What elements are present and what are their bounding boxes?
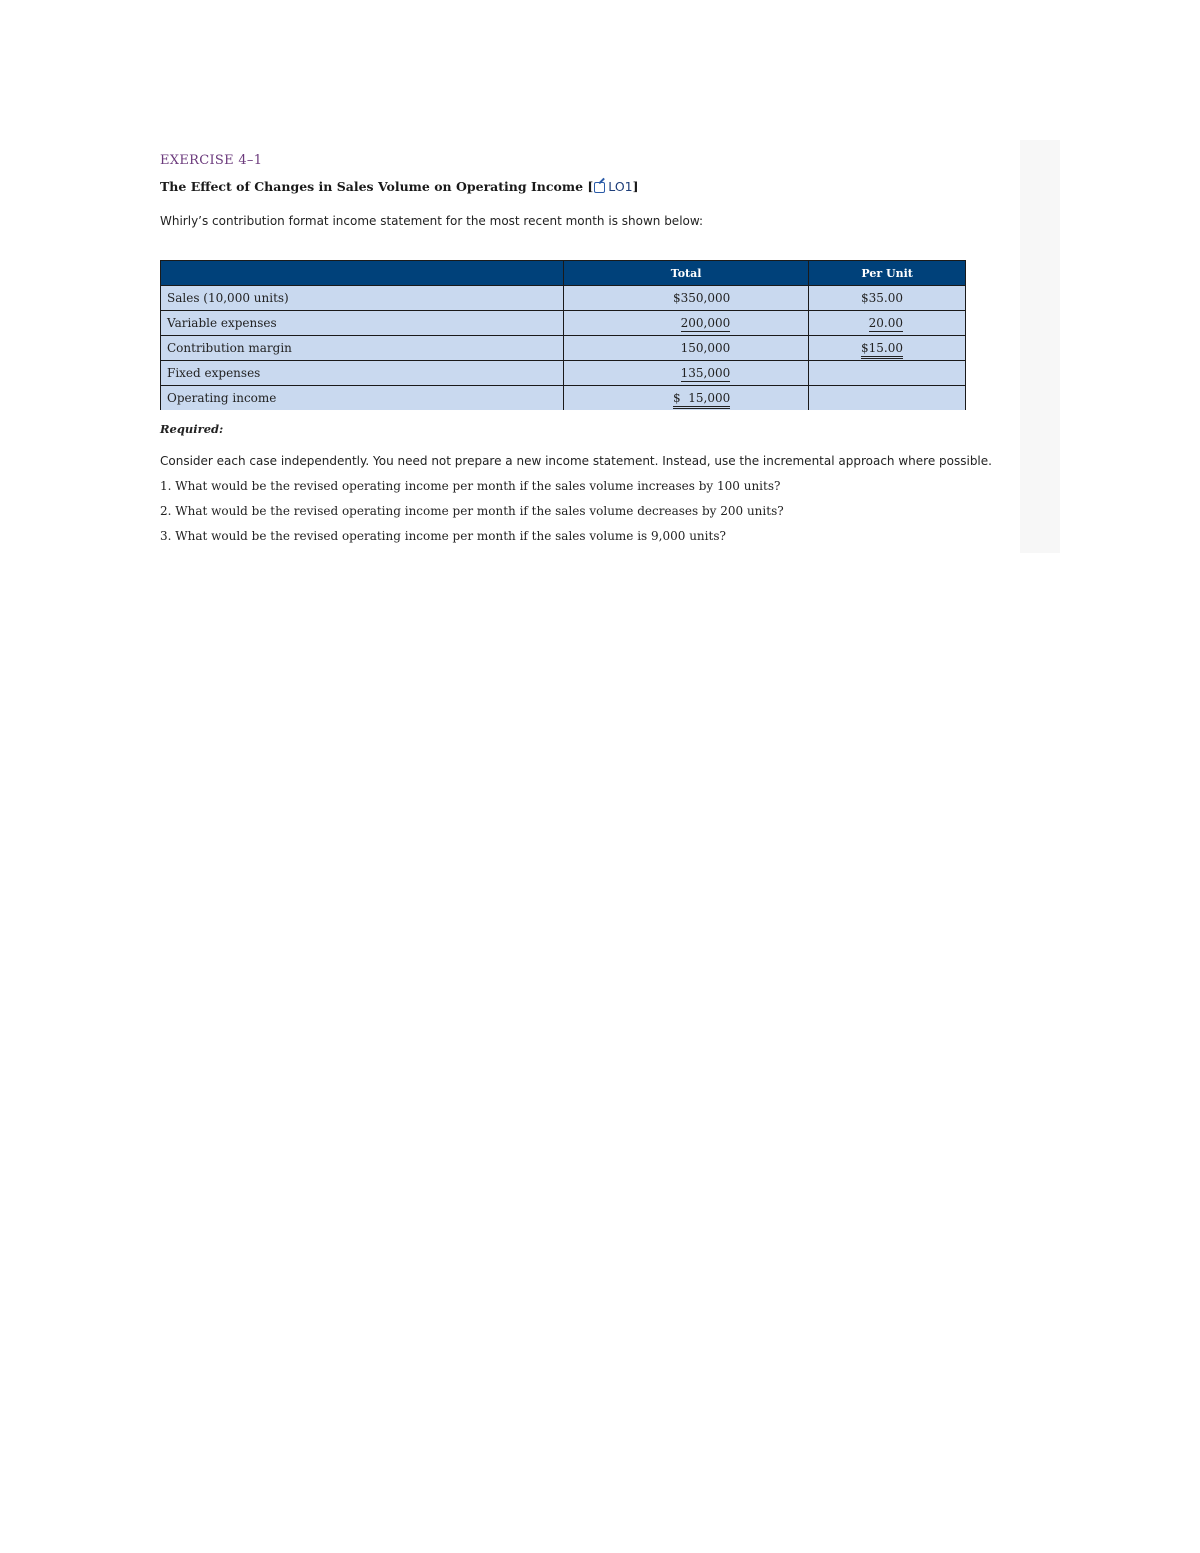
table-row: [161, 361, 966, 386]
row-total: $350,000: [563, 286, 808, 311]
instructions-text: Consider each case independently. You need not prepare a new income statement. Instead, use the incremental approach where possible.: [160, 454, 992, 468]
row-total: $ 15,000: [563, 386, 808, 411]
learning-objective-link[interactable]: [593, 178, 632, 196]
row-per-unit: $15.00: [809, 336, 966, 361]
row-per-unit: [809, 361, 966, 386]
header-label: [161, 261, 564, 286]
table-row: [161, 311, 966, 336]
table-header-row: [161, 261, 966, 286]
exercise-title-close: ]: [632, 179, 639, 194]
exercise-label: EXERCISE 4–1: [160, 153, 263, 168]
row-per-unit: [809, 386, 966, 411]
row-label: Operating income: [161, 386, 564, 411]
row-total: 150,000: [563, 336, 808, 361]
exercise-content: [160, 152, 992, 552]
exercise-title-text: The Effect of Changes in Sales Volume on Operating Income [: [160, 179, 594, 194]
income-statement-table: [160, 260, 966, 410]
table-row: [161, 336, 966, 361]
row-label: Variable expenses: [161, 311, 564, 336]
exercise-title: [160, 178, 980, 196]
table-row: [161, 286, 966, 311]
external-link-icon: [594, 182, 605, 193]
table-row: [161, 386, 966, 411]
intro-text: Whirly’s contribution format income statement for the most recent month is shown below:: [160, 214, 704, 228]
header-per-unit: Per Unit: [809, 261, 966, 286]
row-total: 135,000: [563, 361, 808, 386]
row-label: Sales (10,000 units): [161, 286, 564, 311]
header-total: Total: [563, 261, 808, 286]
required-heading: Required:: [160, 422, 224, 436]
question-3: 3. What would be the revised operating income per month if the sales volume is 9,000 units?: [160, 529, 726, 543]
row-label: Contribution margin: [161, 336, 564, 361]
row-per-unit: $35.00: [809, 286, 966, 311]
row-label: Fixed expenses: [161, 361, 564, 386]
question-2: 2. What would be the revised operating income per month if the sales volume decreases by 200 units?: [160, 504, 784, 518]
learning-objective-label: LO1: [608, 179, 633, 194]
row-per-unit: 20.00: [809, 311, 966, 336]
row-total: 200,000: [563, 311, 808, 336]
question-1: 1. What would be the revised operating income per month if the sales volume increases by 100 units?: [160, 479, 781, 493]
side-panel-strip: [1020, 140, 1060, 553]
